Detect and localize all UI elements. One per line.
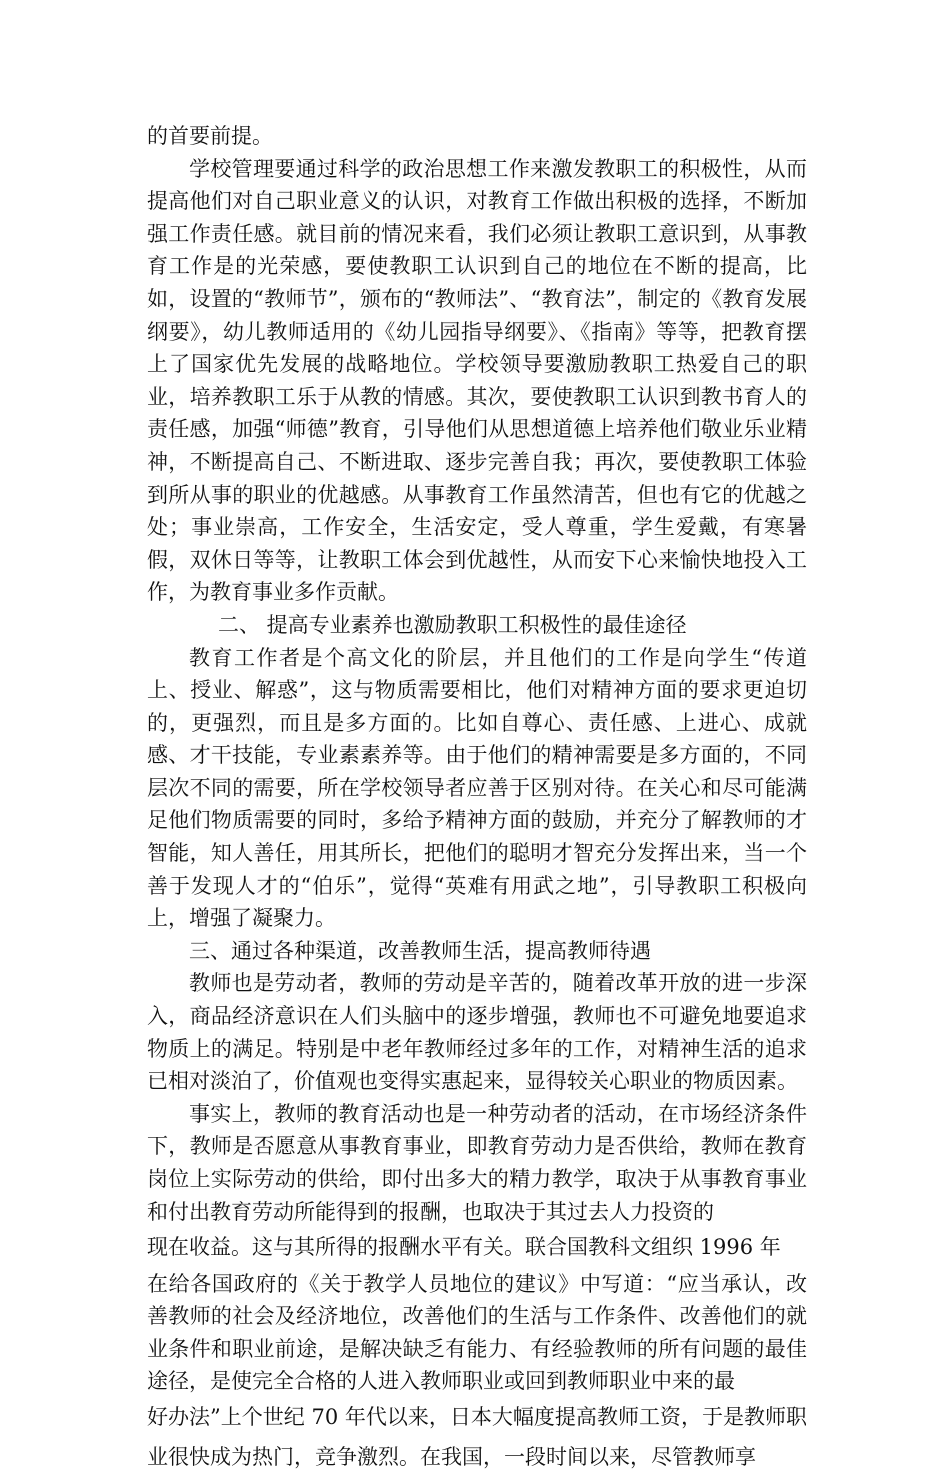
paragraph-unesco-quote: 在给各国政府的《关于教学人员地位的建议》中写道：“应当承认，改善教师的社会及经济地位，改善他们的生活与工作条件、改善他们的就业条件和职业前途，是解决缺乏有能力、有经验教师的所有问题的最佳途径，是使完全合格的人进入教师职业或回到教师职业中来的最 xyxy=(147,1271,807,1394)
section-heading-3: 三、通过各种渠道，改善教师生活，提高教师待遇 xyxy=(189,938,651,963)
paragraph-political-work: 学校管理要通过科学的政治思想工作来激发教职工的积极性，从而提高他们对自己职业意义的认识，对教育工作做出积极的选择，不断加强工作责任感。就目前的情况来看，我们必须让教职工意识到，从事教育工作是的光荣感，要使教职工认识到自己的地位在不断的提高，比如，设置的“教师节”，颁布的“教师法”、“教育法”，制定的《教育发展纲要》，幼儿教师适用的《幼儿园指导纲要》、《指南》等等，把教育摆上了国家优先发展的战略地位。学校领导要激励教职工热爱自己的职业，培养教职工乐于从教的情感。其次，要使教职工认识到教书育人的责任感，加强“师德”教育，引导他们从思想道德上培养他们敬业乐业精神，不断提高自己、不断进取、逐步完善自我；再次，要使教职工体验到所从事的职业的优越感。从事教育工作虽然清苦，但也有它的优越之处；事业崇高，工作安全，生活安定，受人尊重，学生爱戴，有寒暑假，双休日等等，让教职工体会到优越性，从而安下心来愉快地投入工作，为教育事业多作贡献。 xyxy=(147,156,807,605)
paragraph-market-economy: 事实上，教师的教育活动也是一种劳动者的活动，在市场经济条件下，教师是否愿意从事教育事业，即教育劳动力是否供给，教师在教育岗位上实际劳动的供给，即付出多大的精力教学，取决于从事教育事业和付出教育劳动所能得到的报酬，也取决于其过去人力投资的 xyxy=(147,1101,807,1224)
paragraph-teacher-labor: 教师也是劳动者，教师的劳动是辛苦的，随着改革开放的进一步深入，商品经济意识在人们头脑中的逐步增强，教师也不可避免地要追求物质上的满足。特别是中老年教师经过多年的工作，对精神生活的追求已相对淡泊了，价值观也变得实惠起来，显得较关心职业的物质因素。 xyxy=(147,971,807,1094)
section-heading-2: 二、 提高专业素养也激励教职工积极性的最佳途径 xyxy=(218,612,687,637)
paragraph-continuation: 的首要前提。 xyxy=(147,124,273,148)
paragraph-unesco-line: 现在收益。这与其所得的报酬水平有关。联合国教科文组织 1996 年 xyxy=(147,1235,781,1260)
document-page xyxy=(147,120,807,1477)
paragraph-professional-quality: 教育工作者是个高文化的阶层，并且他们的工作是向学生“传道上、授业、解惑”，这与物质需要相比，他们对精神方面的要求更迫切的，更强烈，而且是多方面的。比如自尊心、责任感、上进心、成就感、才干技能，专业素素养等。由于他们的精神需要是多方面的，不同层次不同的需要，所在学校领导者应善于区别对待。在关心和尽可能满足他们物质需要的同时，多给予精神方面的鼓励，并充分了解教师的才智能，知人善任，用其所长，把他们的聪明才智充分发挥出来，当一个善于发现人才的“伯乐”，觉得“英难有用武之地”，引导教职工积极向上，增强了凝聚力。 xyxy=(147,645,807,931)
paragraph-japan-salary: 好办法”上个世纪 70 年代以来，日本大幅度提高教师工资，于是教师职业很快成为热门，竞争激烈。在我国，一段时间以来，尽管教师享 xyxy=(147,1405,807,1469)
